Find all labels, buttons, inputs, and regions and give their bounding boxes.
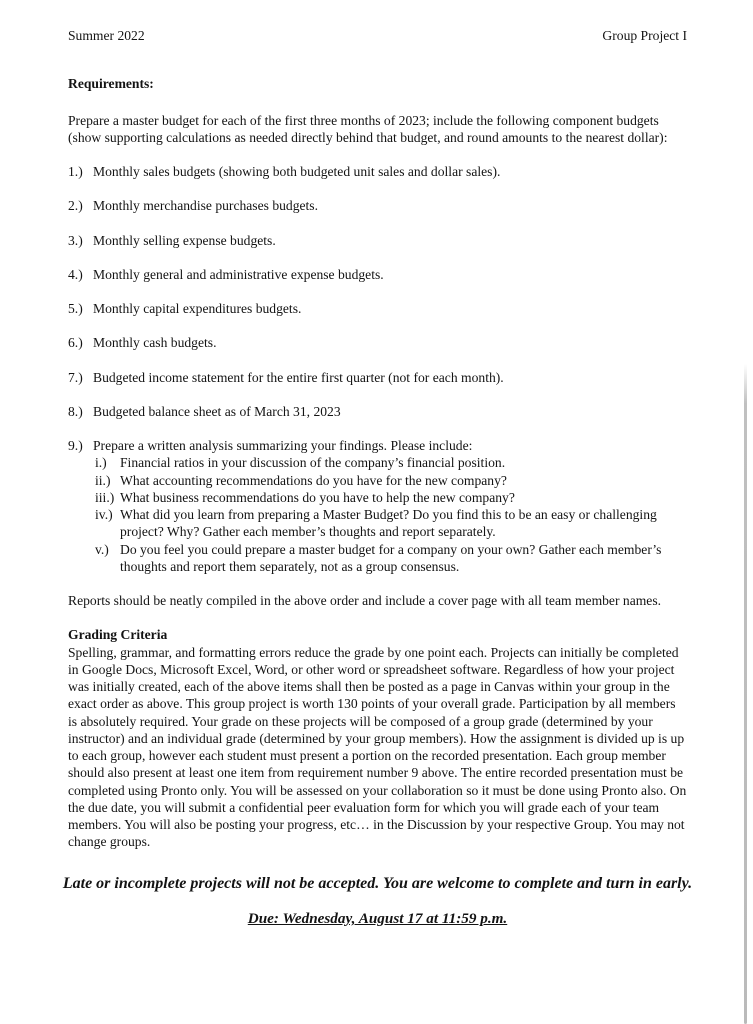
- list-item: [68, 232, 687, 249]
- header-doc-title: Group Project I: [602, 28, 687, 43]
- list-item: [68, 163, 687, 180]
- item-text: Prepare a written analysis summarizing your findings. Please include:: [93, 438, 473, 453]
- item-text: Monthly sales budgets (showing both budgeted unit sales and dollar sales).: [93, 164, 501, 179]
- grading-criteria-body: Spelling, grammar, and formatting errors reduce the grade by one point each. Projects can initially be completed in Google Docs, Microsoft Excel, Word, or other word or spreadsheet software. Regardless of how your project was initially created, each of the above items shall then be posted as a page in Canvas within your group in the exact order as above. This group project is worth 130 points of your overall grade. Participation by all members is absolutely required. Your grade on these projects will be composed of a group grade (determined by your instructor) and an individual grade (determined by your group members). How the assignment is divided up is up to each group, however each student must present a portion on the recorded presentation. Each group member should also present at least one item from requirement number 9 above. The entire recorded presentation must be completed using Pronto only. You will be assessed on your collaboration so it must be done using Pronto also. On the due date, you will submit a confidential peer evaluation form for which you will grade each of your team members. You will also be posting your progress, etc… in the Discussion by your respective Group. You may not change groups.: [68, 644, 687, 850]
- item-text: Budgeted balance sheet as of March 31, 2023: [93, 403, 341, 419]
- item-number: 3.): [68, 232, 83, 248]
- item-text: Monthly selling expense budgets.: [93, 232, 276, 248]
- subitem-number: iv.): [95, 507, 113, 522]
- item-number: 1.): [68, 164, 83, 179]
- item-text: Monthly capital expenditures budgets.: [93, 301, 302, 316]
- list-item: [68, 334, 687, 351]
- document-header: [68, 27, 687, 44]
- item-text: Monthly general and administrative expense budgets.: [93, 266, 384, 282]
- due-date-text: Due: Wednesday, August 17 at 11:59 p.m.: [247, 910, 508, 928]
- header-term: Summer 2022: [68, 28, 145, 43]
- list-item: [68, 266, 687, 283]
- item-number: 8.): [68, 403, 83, 419]
- item-number: 6.): [68, 335, 83, 351]
- sublist-item: [95, 506, 687, 541]
- subitem-number: iii.): [95, 489, 115, 505]
- subitem-text: Do you feel you could prepare a master budget for a company on your own? Gather each member’s thoughts and report them separately, not as a group consensus.: [120, 541, 662, 574]
- subitem-text: Financial ratios in your discussion of the company’s financial position.: [120, 455, 506, 471]
- item-text: Monthly cash budgets.: [93, 335, 217, 351]
- item-number: 2.): [68, 198, 83, 214]
- late-policy-notice: Late or incomplete projects will not be accepted. You are welcome to complete and turn in early.: [62, 874, 693, 892]
- item-text: Budgeted income statement for the entire first quarter (not for each month).: [93, 369, 504, 385]
- subitem-number: ii.): [95, 472, 111, 488]
- list-item: [68, 369, 687, 386]
- requirements-sublist: [95, 454, 687, 575]
- list-item: [68, 403, 687, 420]
- scan-artifact-line: [744, 364, 747, 1024]
- sublist-item: [95, 472, 687, 489]
- item-number: 5.): [68, 301, 83, 316]
- subitem-text: What business recommendations do you have to help the new company?: [120, 489, 515, 505]
- requirements-outro: Reports should be neatly compiled in the above order and include a cover page with all team member names.: [68, 593, 662, 608]
- due-date-line: [68, 909, 687, 928]
- sublist-item: [95, 541, 687, 576]
- requirements-heading: Requirements:: [68, 76, 154, 92]
- sublist-item: [95, 454, 687, 471]
- list-item: [68, 300, 687, 317]
- subitem-number: i.): [95, 455, 107, 471]
- requirements-intro: Prepare a master budget for each of the first three months of 2023; include the following component budgets (show supporting calculations as needed directly behind that budget, and round amounts to the nearest dollar):: [68, 112, 668, 145]
- item-number: 9.): [68, 438, 83, 453]
- list-item: [68, 437, 687, 454]
- requirements-list: [68, 163, 687, 575]
- list-item: [68, 197, 687, 214]
- sublist-item: [95, 489, 687, 506]
- subitem-text: What did you learn from preparing a Master Budget? Do you find this to be an easy or challenging project? Why? Gather each member’s thoughts and report separately.: [120, 507, 657, 540]
- grading-criteria-heading: Grading Criteria: [68, 627, 168, 643]
- item-number: 4.): [68, 266, 83, 282]
- item-text: Monthly merchandise purchases budgets.: [93, 198, 319, 214]
- subitem-text: What accounting recommendations do you have for the new company?: [120, 472, 507, 488]
- subitem-number: v.): [95, 541, 109, 557]
- item-number: 7.): [68, 369, 83, 385]
